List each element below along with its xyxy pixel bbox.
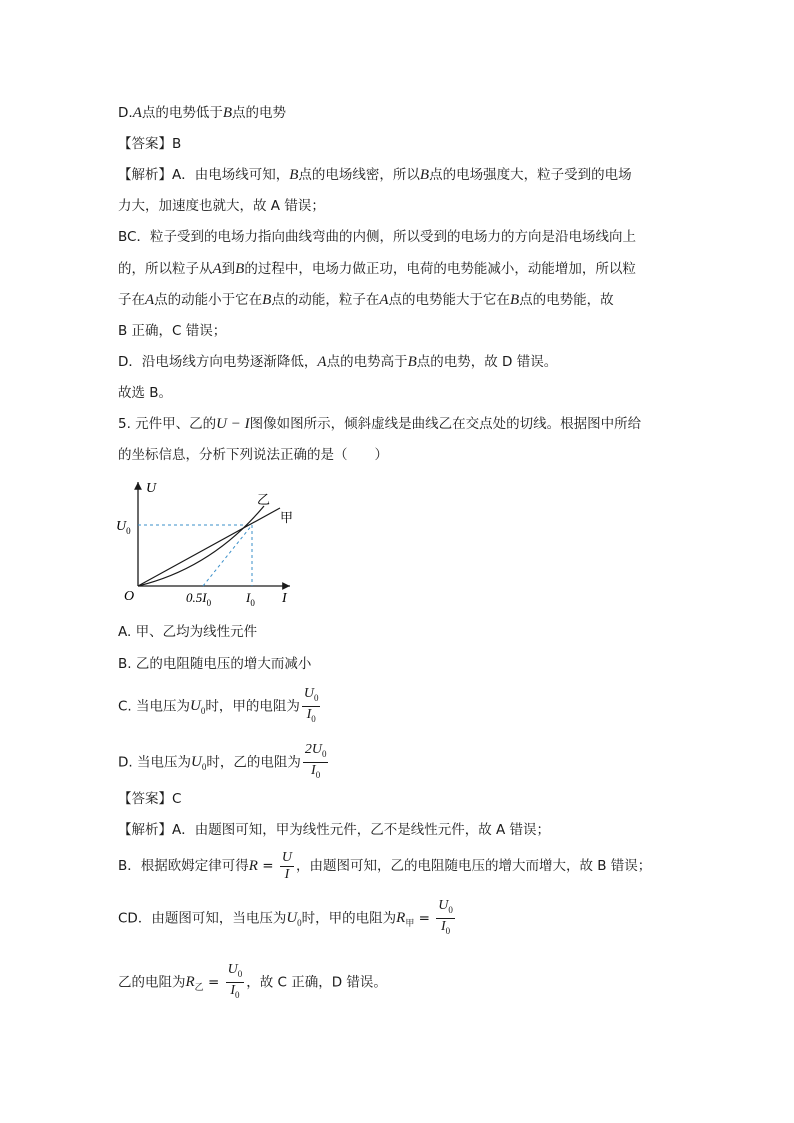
text: 点的动能小于它在 xyxy=(154,292,263,308)
q5-option-b: B. 乙的电阻随电压的增大而减小 xyxy=(118,656,312,672)
origin-label: O xyxy=(124,589,135,604)
curve-yi-label: 乙 xyxy=(257,492,271,507)
var-r-yi: $R_乙$ xyxy=(185,974,204,993)
prev-explanation-line-6: B 正确，C 错误； xyxy=(118,323,227,339)
q5-explanation-line-3 xyxy=(118,898,457,943)
text: 乙的电阻为 xyxy=(118,974,186,991)
option-text: 点的电势 xyxy=(232,105,287,121)
q5-answer: 【答案】C xyxy=(118,791,182,807)
text: 到 xyxy=(221,261,236,277)
text: 5. 元件甲、乙的 xyxy=(118,416,217,432)
tangent-line xyxy=(203,525,252,586)
fraction-u0-over-i0: $\frac{U_0}{I_0}$ xyxy=(227,962,243,1000)
prev-explanation-line-7 xyxy=(118,352,557,372)
text: 点的电势高于 xyxy=(326,354,408,370)
var-a: A xyxy=(212,261,222,277)
q5-explanation-line-2 xyxy=(118,846,651,886)
u0-label: $U_0$ xyxy=(116,519,131,536)
q5-stem-line-2: 的坐标信息，分析下列说法正确的是（ ） xyxy=(118,447,388,463)
prev-explanation-line-8: 故选 B。 xyxy=(118,385,173,401)
var-u0: $U_0$ xyxy=(190,754,207,773)
text: D. 当电压为 xyxy=(118,754,191,771)
text: ，由题图可知，乙的电阻随电压的增大而增大，故 B 错误； xyxy=(295,858,652,874)
text: 的，所以粒子从 xyxy=(118,261,213,277)
text: 时，甲的电阻为 xyxy=(301,910,397,927)
ui-graph xyxy=(112,478,312,612)
text: D．沿电场线方向电势逐渐降低， xyxy=(118,354,318,370)
q5-option-c xyxy=(118,686,322,731)
var-a: A xyxy=(132,105,142,121)
var-u0: $U_0$ xyxy=(286,910,302,929)
i0-label: $I_0$ xyxy=(246,590,255,608)
var-b: B xyxy=(407,354,417,370)
curve-yi xyxy=(138,506,264,586)
text: B．根据欧姆定律可得 xyxy=(118,858,249,874)
var-u0: $U_0$ xyxy=(190,698,206,717)
fraction-u0-over-i0: $\frac{U_0}{I_0}$ xyxy=(438,898,453,936)
half-i0-label: $0.5I_0$ xyxy=(186,590,212,608)
curve-jia xyxy=(138,508,280,586)
text: 点的电场线密，所以 xyxy=(298,167,420,183)
text: 点的动能，粒子在 xyxy=(271,292,380,308)
var-r-jia: $R_甲$ xyxy=(396,910,415,929)
text: 时，乙的电阻为 xyxy=(206,754,301,771)
q5-stem-line-1 xyxy=(118,414,641,434)
text: 点的电场强度大，粒子受到的电场 xyxy=(429,167,632,183)
text: 的过程中，电场力做正功，电荷的电势能减小，动能增加，所以粒 xyxy=(244,261,636,277)
text: 点的电势，故 D 错误。 xyxy=(416,354,558,370)
prev-option-d xyxy=(118,103,286,123)
equals: = xyxy=(257,858,278,874)
text: 点的电势能大于它在 xyxy=(388,292,511,308)
var-b: B xyxy=(262,292,272,308)
text: ，故 C 正确，D 错误。 xyxy=(246,974,387,991)
prev-answer: 【答案】B xyxy=(118,136,182,152)
var-a: A xyxy=(317,354,327,370)
var-b: B xyxy=(510,292,520,308)
var-r: R xyxy=(248,858,258,874)
text: 【解析】A．由电场线可知， xyxy=(118,167,290,183)
var-b: B xyxy=(222,105,233,121)
prev-explanation-line-3: BC．粒子受到的电场力指向曲线弯曲的内侧，所以受到的电场力的方向是沿电场线向上 xyxy=(118,229,636,245)
prev-explanation-line-2: 力大，加速度也就大，故 A 错误； xyxy=(118,198,325,214)
text: CD．由题图可知，当电压为 xyxy=(118,910,287,927)
prev-explanation-line-1 xyxy=(118,165,632,185)
var-a: A xyxy=(379,292,389,308)
prev-explanation-line-4 xyxy=(118,259,636,279)
equals: = xyxy=(203,974,224,991)
q5-option-d xyxy=(118,742,330,787)
var-b: B xyxy=(235,261,245,277)
x-axis-label: I xyxy=(282,591,287,606)
text: 时，甲的电阻为 xyxy=(205,698,300,715)
q5-explanation-line-4 xyxy=(118,962,387,1007)
fraction-2u0-over-i0: $\frac{2U_0}{I_0}$ xyxy=(304,742,327,780)
equals: = xyxy=(414,910,435,927)
option-text: 点的电势低于 xyxy=(141,105,223,121)
var-a: A xyxy=(145,292,155,308)
y-axis-label: U xyxy=(146,481,157,496)
var-b: B xyxy=(419,167,430,183)
text: C. 当电压为 xyxy=(118,698,191,715)
text: 图像如图所示，倾斜虚线是曲线乙在交点处的切线。根据图中所给 xyxy=(249,416,642,432)
text: 点的电势能，故 xyxy=(519,292,614,308)
q5-explanation-line-1: 【解析】A．由题图可知，甲为线性元件，乙不是线性元件，故 A 错误； xyxy=(118,822,551,838)
var-b: B xyxy=(289,167,299,183)
curve-jia-label: 甲 xyxy=(280,510,294,525)
prev-explanation-line-5 xyxy=(118,290,614,310)
fraction-u0-over-i0: $\frac{U_0}{I_0}$ xyxy=(303,686,319,724)
option-label: D. xyxy=(118,105,133,121)
text: 子在 xyxy=(118,292,145,308)
formula: U − I xyxy=(216,416,250,432)
q5-option-a: A. 甲、乙均为线性元件 xyxy=(118,624,258,640)
fraction-u-over-i: $\frac{U}{I}$ xyxy=(281,849,292,882)
